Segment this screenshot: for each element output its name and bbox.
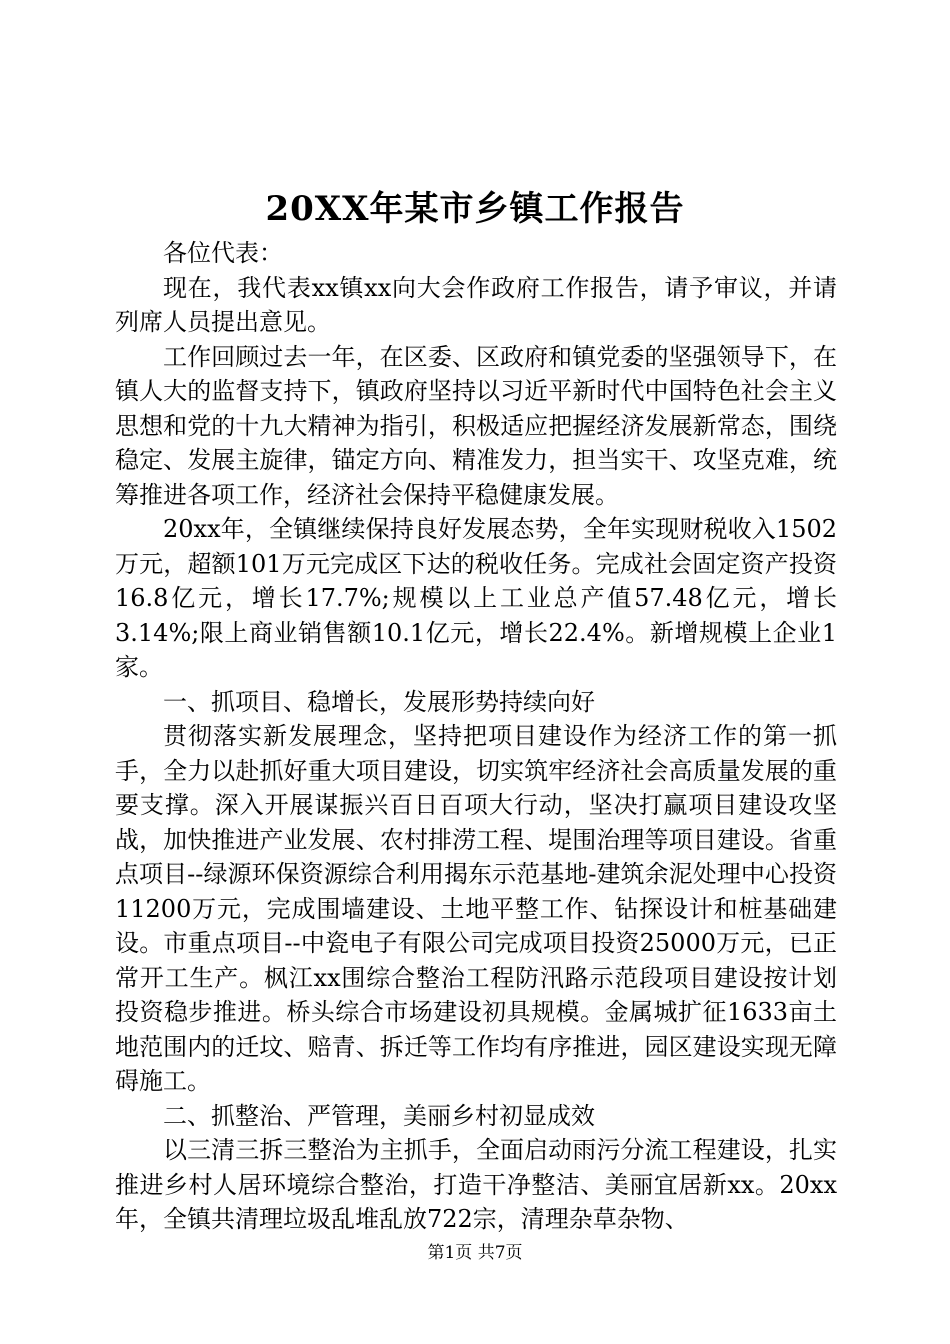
- section-heading-2: 二、抓整治、严管理，美丽乡村初显成效: [163, 1101, 595, 1130]
- page-footer: 第1页 共7页: [427, 1243, 523, 1263]
- rural-paragraph: 以三清三拆三整治为主抓手，全面启动雨污分流工程建设，扎实推进乡村人居环境综合整治，打造干净整洁、美丽宜居新xx。20xx年，全镇共清理垃圾乱堆乱放722宗，清理杂草杂物、: [115, 1136, 837, 1233]
- economy-paragraph: 20xx年，全镇继续保持良好发展态势，全年实现财税收入1502万元，超额101万元完成区下达的税收任务。完成社会固定资产投资16.8亿元，增长17.7%;规模以上工业总产值57.48亿元，增长3.14%;限上商业销售额10.1亿元，增长22.4%。新增规模上企业1家。: [115, 515, 837, 681]
- section-heading-1: 一、抓项目、稳增长，发展形势持续向好: [163, 687, 595, 716]
- intro-paragraph: 现在，我代表xx镇xx向大会作政府工作报告，请予审议，并请列席人员提出意见。: [115, 273, 837, 336]
- document-body: [115, 236, 837, 1237]
- page-title: 20XX年某市乡镇工作报告: [265, 189, 685, 229]
- review-paragraph: 工作回顾过去一年，在区委、区政府和镇党委的坚强领导下，在镇人大的监督支持下，镇政府坚持以习近平新时代中国特色社会主义思想和党的十九大精神为指引，积极适应把握经济发展新常态，围绕稳定、发展主旋律，锚定方向、精准发力，担当实干、攻坚克难，统筹推进各项工作，经济社会保持平稳健康发展。: [115, 342, 837, 509]
- salutation: 各位代表：: [163, 239, 283, 267]
- projects-paragraph: 贯彻落实新发展理念，坚持把项目建设作为经济工作的第一抓手，全力以赴抓好重大项目建设，切实筑牢经济社会高质量发展的重要支撑。深入开展谋振兴百日百项大行动，坚决打赢项目建设攻坚战，加快推进产业发展、农村排涝工程、堤围治理等项目建设。省重点项目--绿源环保资源综合利用揭东示范基地-建筑余泥处理中心投资11200万元，完成围墙建设、土地平整工作、钻探设计和桩基础建设。市重点项目--中瓷电子有限公司完成项目投资25000万元，已正常开工生产。枫江xx围综合整治工程防汛路示范段项目建设按计划投资稳步推进。桥头综合市场建设初具规模。金属城扩征1633亩土地范围内的迁坟、赔青、拆迁等工作均有序推进，园区建设实现无障碍施工。: [115, 722, 837, 1095]
